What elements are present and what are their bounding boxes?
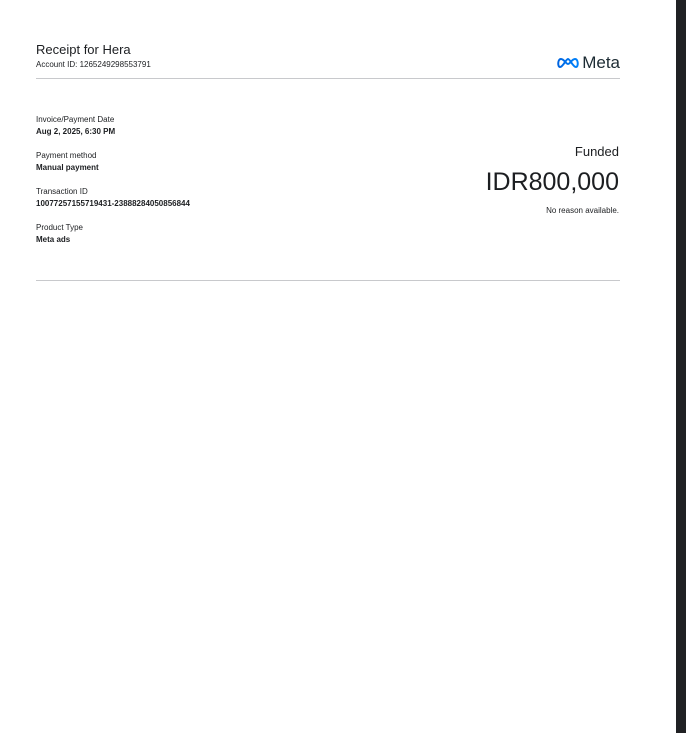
- transaction-id-label: Transaction ID: [36, 187, 88, 196]
- receipt-header: [36, 42, 620, 79]
- payment-method-field: [36, 151, 99, 173]
- payment-date-label: Invoice/Payment Date: [36, 115, 115, 124]
- payment-amount: IDR800,000: [485, 168, 619, 196]
- viewer-edge: [676, 0, 686, 733]
- account-id: Account ID: 1265249298553791: [36, 60, 151, 69]
- transaction-id-field: [36, 187, 190, 209]
- meta-logo-text: Meta: [582, 53, 620, 72]
- receipt-title: Receipt for Hera: [36, 42, 131, 57]
- payment-date-field: [36, 115, 115, 137]
- status-reason: No reason available.: [546, 206, 619, 215]
- payment-method-value: Manual payment: [36, 163, 99, 172]
- meta-logo: [557, 54, 620, 72]
- payment-status: Funded: [574, 144, 619, 159]
- product-type-field: [36, 223, 83, 245]
- product-type-value: Meta ads: [36, 235, 71, 244]
- transaction-id-value: 10077257155719431-23888284050856844: [36, 199, 190, 208]
- payment-date-value: Aug 2, 2025, 6:30 PM: [36, 127, 116, 136]
- payment-method-label: Payment method: [36, 151, 97, 160]
- meta-infinity-icon: [557, 57, 579, 69]
- product-type-label: Product Type: [36, 223, 83, 232]
- section-divider: [36, 280, 620, 281]
